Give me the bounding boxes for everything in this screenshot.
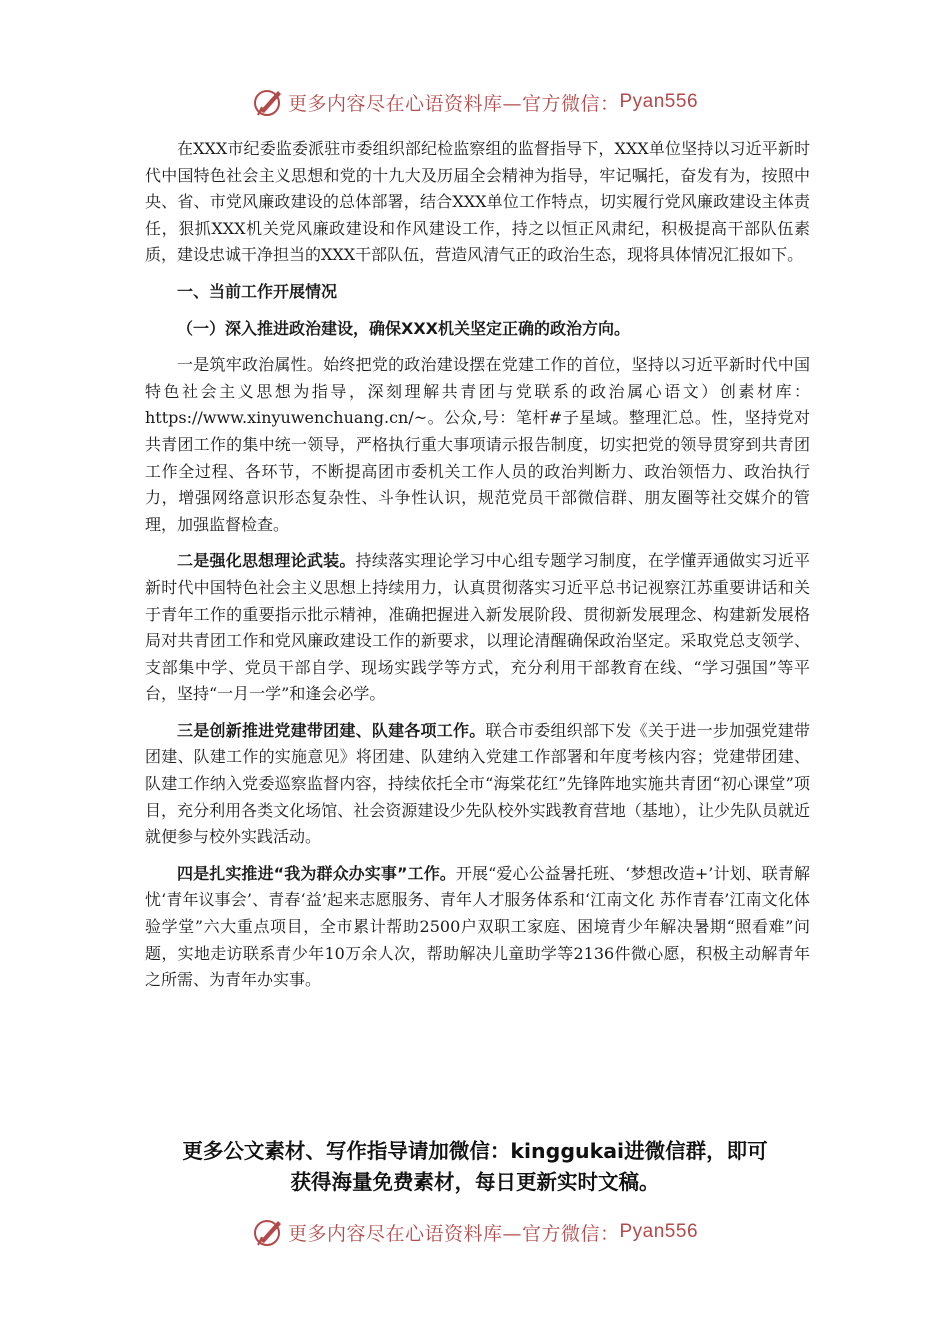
banner-wechat-id: Pyan556 <box>619 91 699 112</box>
paragraph-3-text: 联合市委组织部下发《关于进一步加强党建带团建、队建工作的实施意见》将团建、队建纳入党建工作部署和年度考核内容；党建带团建、队建工作纳入党委巡察监督内容，持续依托全市“海棠花红”先锋阵地实施共青团“初心课堂”项目，充分利用各类文化场馆、社会资源建设少先队校外实践教育营地（基地），让少先队员就近就便参与校外实践活动。 <box>145 720 810 847</box>
paragraph-3 <box>145 718 810 851</box>
section-heading: 一、当前工作开展情况 <box>177 281 338 301</box>
paragraph-2 <box>145 548 810 708</box>
subsection-heading: （一）深入推进政治建设，确保XXX机关坚定正确的政治方向。 <box>177 318 631 338</box>
promo-line-2: 获得海量免费素材，每日更新实时文稿。 <box>290 1170 660 1194</box>
paragraph-2-text: 持续落实理论学习中心组专题学习制度，在学懂弄通做实习近平新时代中国特色社会主义思想上持续用力，认真贯彻落实习近平总书记视察江苏重要讲话和关于青年工作的重要指示批示精神，准确把握进入新发展阶段、贯彻新发展理念、构建新发展格局对共青团工作和党风廉政建设工作的新要求，以理论清醒确保政治坚定。采取党总支领学、支部集中学、党员干部自学、现场实践学等方式，充分利用干部教育在线、“学习强国”等平台，坚持“一月一学”和逢会必学。 <box>145 551 810 704</box>
paragraph-4 <box>145 861 810 994</box>
quill-logo-icon <box>252 1215 286 1249</box>
watermark-banner-bottom <box>0 1214 950 1250</box>
paragraph-2-lead: 二是强化思想理论武装。 <box>177 551 356 571</box>
document-body <box>145 136 810 1004</box>
promo-footer-note <box>130 1136 820 1198</box>
quill-logo-icon <box>252 85 286 119</box>
banner-text: 更多内容尽在心语资料库—官方微信： <box>287 1222 620 1245</box>
paragraph-3-lead: 三是创新推进党建带团建、队建各项工作。 <box>177 720 486 740</box>
promo-line-1: 更多公文素材、写作指导请加微信：kinggukai进微信群，即可 <box>182 1139 768 1163</box>
banner-text: 更多内容尽在心语资料库—官方微信： <box>287 92 620 115</box>
banner-wechat-id: Pyan556 <box>619 1221 699 1242</box>
paragraph-4-text: 开展“爱心公益暑托班、‘梦想改造+’计划、联青解忧‘青年议事会’、青春‘益’起来志愿服务、青年人才服务体系和‘江南文化 苏作青春’江南文化体验学堂”六大重点项目，全市累计帮助2500户双职工家庭、困境青少年解决暑期“照看难”问题，实地走访联系青少年10万余人次，帮助解决儿童助学等2136件微心愿，积极主动解青年之所需、为青年办实事。 <box>145 863 810 990</box>
watermark-banner-top <box>0 84 950 120</box>
intro-paragraph: 在XXX市纪委监委派驻市委组织部纪检监察组的监督指导下，XXX单位坚持以习近平新时代中国特色社会主义思想和党的十九大及历届全会精神为指导，牢记嘱托，奋发有为，按照中央、省、市党风廉政建设的总体部署，结合XXX单位工作特点，切实履行党风廉政建设主体责任，狠抓XXX机关党风廉政建设和作风建设工作，持之以恒正风肃纪，积极提高干部队伍素质，建设忠诚干净担当的XXX干部队伍，营造风清气正的政治生态，现将具体情况汇报如下。 <box>145 139 810 265</box>
paragraph-4-lead: 四是扎实推进“我为群众办实事”工作。 <box>177 863 456 883</box>
paragraph-1: 一是筑牢政治属性。始终把党的政治建设摆在党建工作的首位，坚持以习近平新时代中国特色社会主义思想为指导，深刻理解共青团与党联系的政治属心语文）创素材库：https://www.xinyuwenchuang.cn/~。公众,号：笔杆#子星域。整理汇总。性，坚持党对共青团工作的集中统一领导，严格执行重大事项请示报告制度，切实把党的领导贯穿到共青团工作全过程、各环节，不断提高团市委机关工作人员的政治判断力、政治领悟力、政治执行力，增强网络意识形态复杂性、斗争性认识，规范党员干部微信群、朋友圈等社交媒介的管理，加强监督检查。 <box>145 355 810 534</box>
